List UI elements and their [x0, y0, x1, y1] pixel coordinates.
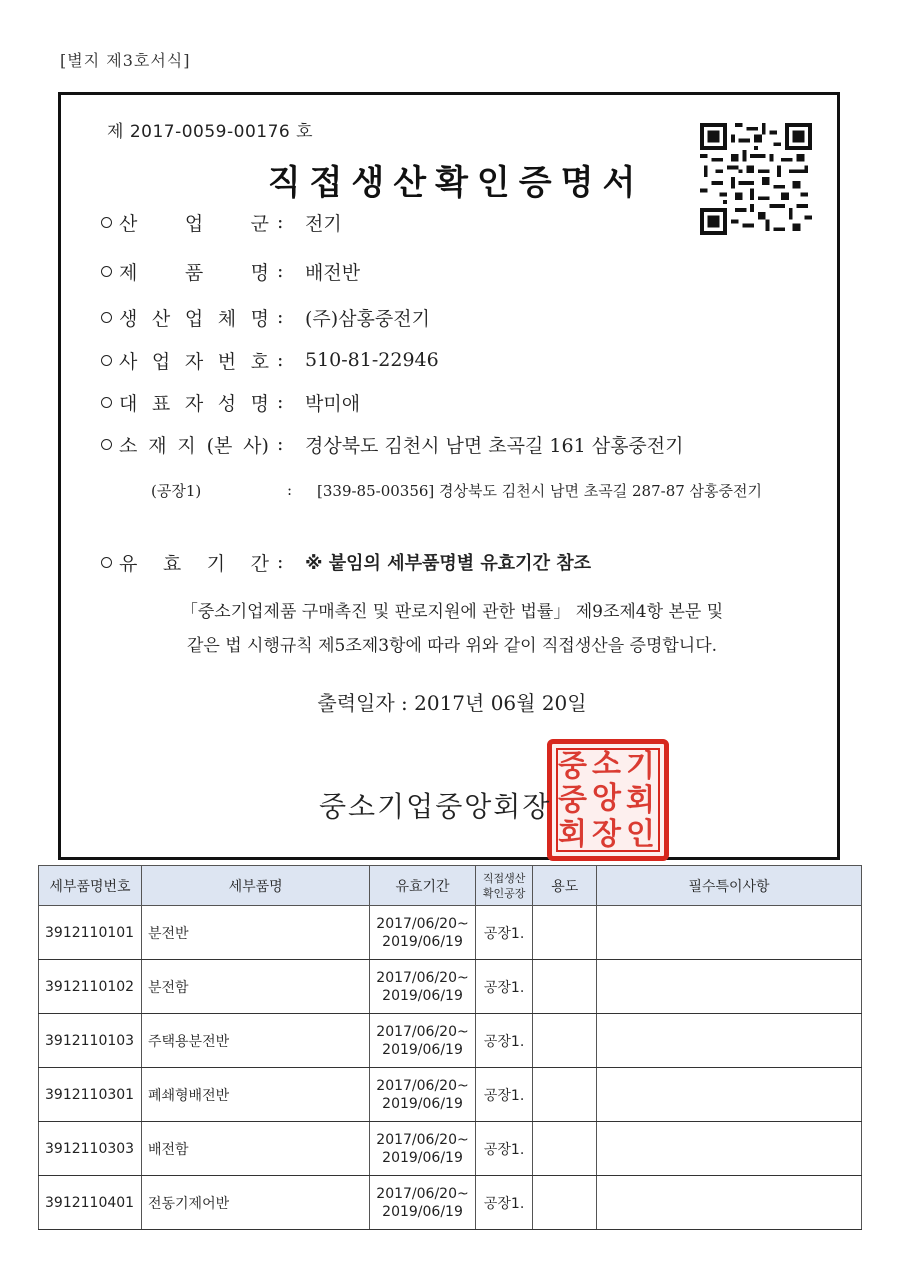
bullet-icon	[101, 312, 112, 323]
qr-code-icon	[699, 123, 813, 235]
form-label: [별지 제3호서식]	[60, 51, 191, 70]
header-use: 용도	[533, 866, 597, 906]
statement-line-1: 「중소기업제품 구매촉진 및 판로지원에 관한 법률」 제9조제4항 본문 및	[180, 602, 724, 622]
field-address: 소 재 지 (본 사) : 경상북도 김천시 남면 초곡길 161 삼홍중전기	[101, 429, 683, 459]
field-representative: 대 표 자 성 명 : 박미애	[101, 387, 360, 417]
field-product: 제 품 명 : 배전반	[101, 256, 360, 286]
factory-value: [339-85-00356] 경상북도 김천시 남면 초곡길 287-87 삼홍중전기	[317, 481, 763, 500]
table-row: 3912110303 배전함 2017/06/20~ 2019/06/19 공장1.	[39, 1122, 862, 1176]
certificate-number: 제 2017-0059-00176 호	[107, 122, 314, 142]
bullet-icon	[101, 397, 112, 408]
header-name: 세부품명	[141, 866, 369, 906]
table-row: 3912110101 분전반 2017/06/20~ 2019/06/19 공장1.	[39, 906, 862, 960]
address-value: 경상북도 김천시 남면 초곡길 161 삼홍중전기	[305, 434, 684, 457]
validity-value: ※ 붙임의 세부품명별 유효기간 참조	[305, 553, 591, 574]
item-table	[38, 865, 862, 1230]
table-row: 3912110102 분전함 2017/06/20~ 2019/06/19 공장1.	[39, 960, 862, 1014]
statement-line-2: 같은 법 시행규칙 제5조제3항에 따라 위와 같이 직접생산을 증명합니다.	[186, 636, 718, 656]
header-notes: 필수특이사항	[597, 866, 862, 906]
bullet-icon	[101, 355, 112, 366]
representative-value: 박미애	[305, 392, 361, 415]
certificate-title: 직접생산확인증명서	[267, 163, 645, 203]
bullet-icon	[101, 266, 112, 277]
bullet-icon	[101, 217, 112, 228]
field-factory: (공장1) : [339-85-00356] 경상북도 김천시 남면 초곡길 287-87 삼홍중전기	[151, 481, 763, 500]
table-row: 3912110301 폐쇄형배전반 2017/06/20~ 2019/06/19 공장1.	[39, 1068, 862, 1122]
official-seal-icon: 중 소 기 앙 중 회 회 장 인	[547, 739, 669, 861]
field-industry: 산 업 군 : 전기	[101, 207, 342, 237]
issue-date: 출력일자 : 2017년 06월 20일	[317, 691, 587, 715]
bullet-icon	[101, 439, 112, 450]
company-value: (주)삼홍중전기	[305, 307, 430, 330]
field-company: 생 산 업 체 명 : (주)삼홍중전기	[101, 302, 430, 332]
field-validity: 유 효 기 간 : ※ 붙임의 세부품명별 유효기간 참조	[101, 547, 591, 577]
bullet-icon	[101, 557, 112, 568]
table-row: 3912110103 주택용분전반 2017/06/20~ 2019/06/19 공장1.	[39, 1014, 862, 1068]
table-header-row	[39, 866, 862, 906]
business-number-value: 510-81-22946	[305, 349, 439, 371]
field-business-number: 사 업 자 번 호 : 510-81-22946	[101, 345, 439, 375]
header-factory: 직접생산 확인공장	[475, 866, 533, 906]
header-code: 세부품명번호	[39, 866, 142, 906]
industry-value: 전기	[305, 212, 342, 235]
product-value: 배전반	[305, 261, 361, 284]
table-row: 3912110401 전동기제어반 2017/06/20~ 2019/06/19 공장1.	[39, 1176, 862, 1230]
issuer-name: 중소기업중앙회장	[319, 790, 552, 823]
header-period: 유효기간	[370, 866, 475, 906]
factory-label: (공장1)	[151, 481, 202, 500]
certificate	[58, 92, 840, 860]
